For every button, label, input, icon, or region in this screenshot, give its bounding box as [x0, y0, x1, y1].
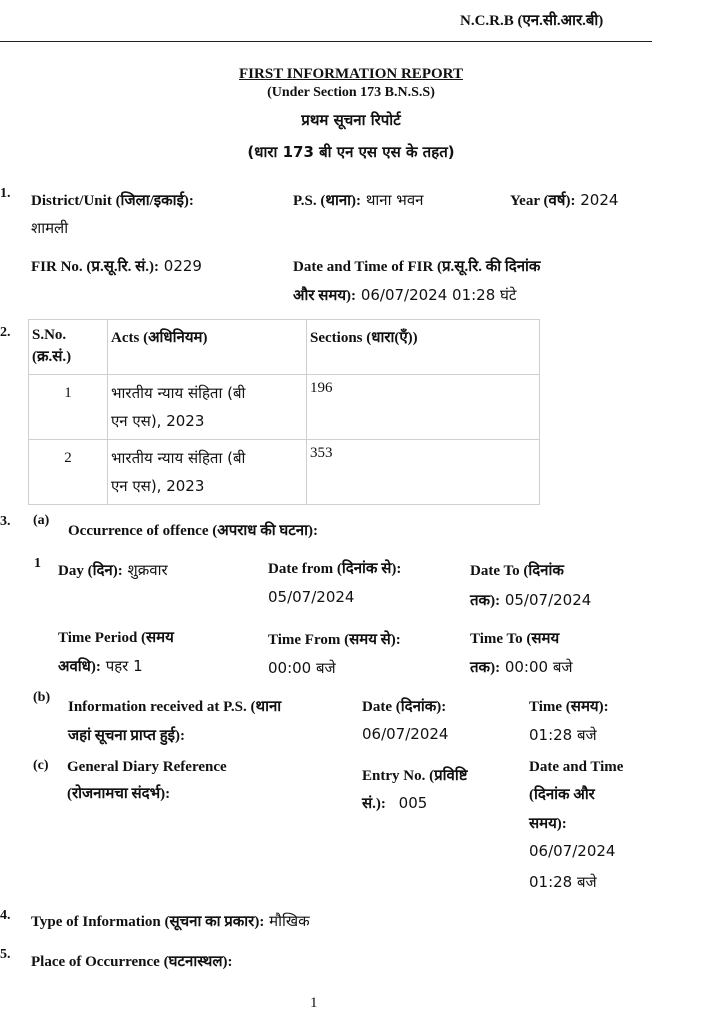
- entry-field: [362, 793, 427, 813]
- year-value: 2024: [580, 191, 619, 209]
- info-type-label: Type of Information (सूचना का प्रकार):: [31, 914, 265, 930]
- district-label: District/Unit (जिला/इकाई):: [31, 193, 194, 209]
- row-act: [108, 440, 307, 505]
- table-row: [29, 375, 540, 440]
- info-received-label-line1: Information received at P.S. (थाना: [68, 699, 282, 715]
- section-number-2: 2.: [0, 325, 11, 340]
- time-period-field: [58, 656, 143, 676]
- date-to-label-line1: Date To (दिनांक: [470, 563, 564, 579]
- info-type-value: मौखिक: [269, 912, 310, 930]
- title-hi: प्रथम सूचना रिपोर्ट: [301, 111, 401, 129]
- ps-value: थाना भवन: [365, 191, 424, 209]
- place-of-occurrence-label: Place of Occurrence (घटनास्थल):: [31, 954, 233, 970]
- entry-label-line2: सं.):: [362, 796, 386, 812]
- sub-a: (a): [33, 513, 50, 528]
- gd-datetime-label-line1: Date and Time: [529, 759, 624, 775]
- title-en: FIRST INFORMATION REPORT: [239, 66, 463, 82]
- time-to-value: 00:00 बजे: [504, 658, 573, 676]
- header-sno: [29, 320, 108, 375]
- info-time-label: Time (समय):: [529, 699, 609, 715]
- date-from-label: Date from (दिनांक से):: [268, 561, 402, 577]
- fir-datetime-value: 06/07/2024 01:28 घंटे: [360, 286, 517, 304]
- fir-label: FIR No. (प्र.सू.रि. सं.):: [31, 259, 159, 275]
- fir-field: [31, 256, 202, 276]
- district-value: शामली: [31, 219, 69, 237]
- fir-value: 0229: [163, 257, 202, 275]
- title-hi-sub: (धारा 173 बी एन एस एस के तहत): [247, 143, 455, 161]
- row-act-line1: भारतीय न्याय संहिता (बी: [111, 384, 246, 402]
- occurrence-item-number: 1: [34, 556, 41, 571]
- acts-table-header: [29, 320, 540, 375]
- ps-label: P.S. (थाना):: [293, 193, 362, 209]
- header-sno-line2: (क्र.सं.): [32, 349, 72, 365]
- date-to-label-line2: तक):: [470, 593, 501, 609]
- row-section: 353: [307, 440, 540, 505]
- acts-table: [28, 319, 540, 505]
- time-period-label-line1: Time Period (समय: [58, 630, 174, 646]
- sub-c: (c): [33, 758, 49, 773]
- section-number-3: 3.: [0, 514, 11, 529]
- section-number-5: 5.: [0, 947, 11, 962]
- ps-field: [293, 190, 424, 210]
- date-from-value: 05/07/2024: [268, 588, 355, 606]
- header-rule: [0, 41, 652, 42]
- time-period-value: पहर 1: [105, 657, 143, 675]
- gd-label-line1: General Diary Reference: [67, 759, 227, 775]
- time-from-value: 00:00 बजे: [268, 659, 336, 677]
- time-to-label-line2: तक):: [470, 660, 501, 676]
- info-time-value: 01:28 बजे: [529, 726, 597, 744]
- fir-datetime-label-line1: Date and Time of FIR (प्र.सू.रि. की दिनांक: [293, 259, 541, 275]
- year-label: Year (वर्ष):: [510, 193, 576, 209]
- row-sno: 1: [29, 375, 108, 440]
- row-sno: 2: [29, 440, 108, 505]
- fir-datetime-field: [293, 285, 516, 305]
- row-section: 196: [307, 375, 540, 440]
- row-act: [108, 375, 307, 440]
- info-date-label: Date (दिनांक):: [362, 699, 447, 715]
- gd-label-line2: (रोजनामचा संदर्भ):: [67, 786, 171, 802]
- occurrence-label: Occurrence of offence (अपराध की घटना):: [68, 523, 318, 539]
- info-date-value: 06/07/2024: [362, 725, 449, 743]
- time-from-label: Time From (समय से):: [268, 632, 401, 648]
- day-field: [58, 560, 168, 580]
- time-to-label-line1: Time To (समय: [470, 631, 560, 647]
- day-value: शुक्रवार: [127, 561, 168, 579]
- info-type-field: [31, 911, 310, 931]
- day-label: Day (दिन):: [58, 563, 123, 579]
- gd-datetime-label-line3: समय):: [529, 816, 567, 832]
- header-sno-line1: S.No.: [32, 327, 67, 343]
- row-act-line2: एन एस), 2023: [111, 412, 205, 430]
- gd-datetime-value-date: 06/07/2024: [529, 842, 616, 860]
- row-act-line2: एन एस), 2023: [111, 477, 205, 495]
- date-to-field: [470, 590, 591, 610]
- header-acts: Acts (अधिनियम): [108, 320, 307, 375]
- info-received-label-line2: जहां सूचना प्राप्त हुई):: [68, 728, 186, 744]
- year-field: [510, 190, 618, 210]
- entry-value: 005: [398, 794, 428, 812]
- sub-b: (b): [33, 690, 51, 705]
- time-to-field: [470, 657, 573, 677]
- date-to-value: 05/07/2024: [504, 591, 592, 609]
- gd-datetime-value-time: 01:28 बजे: [529, 873, 597, 891]
- entry-label-line1: Entry No. (प्रविष्टि: [362, 768, 468, 784]
- title-en-sub: (Under Section 173 B.N.S.S): [267, 85, 435, 100]
- page-number: 1: [310, 995, 318, 1011]
- header-sections: Sections (धारा(एँ)): [307, 320, 540, 375]
- gd-datetime-label-line2: (दिनांक और: [529, 787, 595, 803]
- fir-datetime-label-line2: और समय):: [293, 288, 357, 304]
- table-row: [29, 440, 540, 505]
- section-number-4: 4.: [0, 908, 11, 923]
- time-period-label-line2: अवधि):: [58, 659, 101, 675]
- row-act-line1: भारतीय न्याय संहिता (बी: [111, 449, 246, 467]
- section-number-1: 1.: [0, 186, 11, 201]
- agency-header: N.C.R.B (एन.सी.आर.बी): [460, 13, 604, 29]
